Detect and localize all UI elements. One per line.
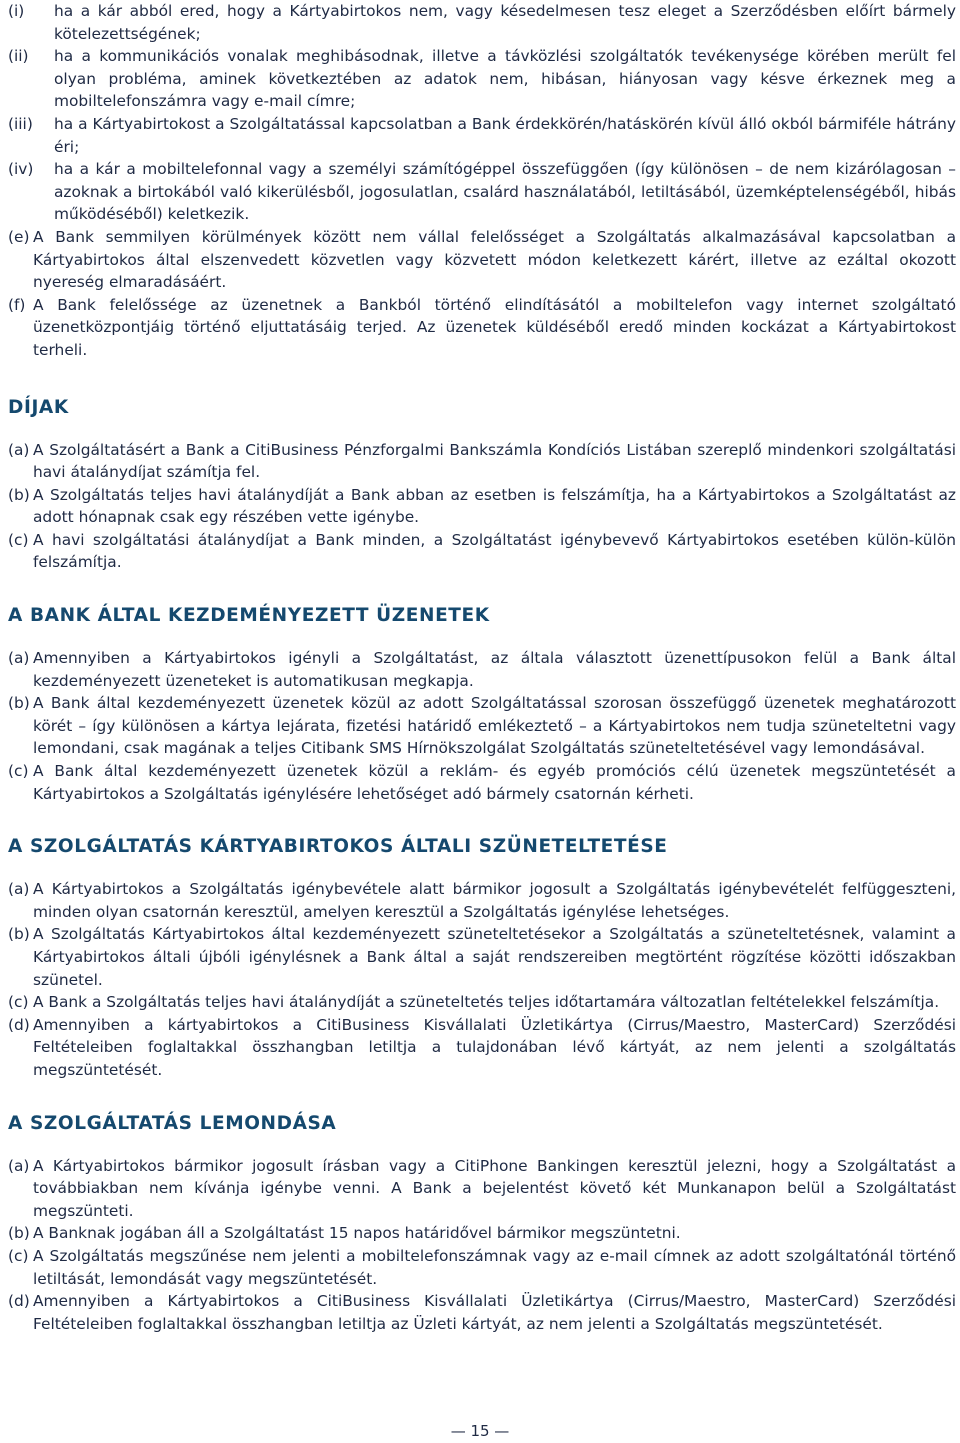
list-item: [8, 484, 956, 529]
section-title: A SZOLGÁLTATÁS KÁRTYABIRTOKOS ÁLTALI SZÜNETELTETÉSE: [8, 836, 668, 858]
item-text: A Bank által kezdeményezett üzenetek közül az adott Szolgáltatással szorosan összefüggő üzenetek meghatározott körét – így különösen a kártya lejárata, fizetési határidő emlékeztető – a Kártyabirtokos nem tudja szüneteltetni vagy lemondani, csak magának a teljes Citibank SMS Hírnökszolgálat Szolgáltatás szüneteltetésével vagy lemondásával.: [33, 694, 956, 758]
item-text: Amennyiben a Kártyabirtokos a CitiBusiness Kisvállalati Üzletikártya (Cirrus/Maestro, MasterCard) Szerződési Feltételeiben foglaltakkal összhangban letiltja az Üzleti kártyát, az nem jelenti a Szolgáltatás megszüntetését.: [33, 1292, 956, 1333]
item-text: ha a kommunikációs vonalak meghibásodnak, illetve a távközlési szolgáltatók tevékenysége körében merült fel olyan probléma, aminek következtében az adatok nem, hibásan, hiányosan vagy késve érkeznek meg a mobiltelefonszámra vagy e-mail címre;: [54, 47, 956, 111]
item-label: (c): [8, 762, 29, 781]
intro-sub-list: [8, 0, 956, 226]
list-item: [8, 692, 956, 760]
item-label: (f): [8, 295, 26, 314]
item-text: A Szolgáltatás teljes havi átalánydíját a Bank abban az esetben is felszámítja, ha a Kártyabirtokos a Szolgáltatást az adott hónapnak csak egy részében vette igénybe.: [33, 485, 956, 527]
document-page: [8, 0, 956, 1335]
item-label: (c): [8, 1246, 29, 1265]
item-text: A Szolgáltatásért a Bank a CitiBusiness Pénzforgalmi Bankszámla Kondíciós Listában szereplő mindenkori szolgáltatási havi átalánydíjat számítja fel.: [33, 440, 956, 482]
list-item: [8, 760, 956, 805]
section-title: A SZOLGÁLTATÁS LEMONDÁSA: [8, 1112, 337, 1134]
item-text: A Kártyabirtokos bármikor jogosult írásban vagy a CitiPhone Bankingen keresztül jelezni, hogy a Szolgáltatást a továbbiakban nem kívánja igénybe venni. A Bank a bejelentést követő két Munkanapon belül a Szolgáltatást megszünteti.: [33, 1156, 956, 1220]
item-text: A Bank semmilyen körülmények között nem vállal felelősséget a Szolgáltatás alkalmazásával kapcsolatban a Kártyabirtokos által elszenvedett közvetlen vagy közvetett módon keletkezett kárért, illetve az ezáltal okozott nyereség elmaradásáért.: [33, 227, 956, 292]
item-label: (e): [8, 227, 30, 246]
item-text: ha a Kártyabirtokost a Szolgáltatással kapcsolatban a Bank érdekkörén/hatáskörén kívül álló okból bármiféle hátrány éri;: [54, 114, 956, 156]
list-item: [8, 158, 956, 226]
section-title: A BANK ÁLTAL KEZDEMÉNYEZETT ÜZENETEK: [8, 605, 490, 627]
item-text: A Szolgáltatás megszűnése nem jelenti a mobiltelefonszámnak vagy az e-mail címnek az adott szolgáltatónál történő letiltását, lemondását vagy megszüntetését.: [33, 1246, 956, 1288]
item-label: (iv): [8, 160, 34, 179]
intro-main-list: [8, 226, 956, 362]
item-label: (b): [8, 694, 30, 713]
item-text: A Banknak jogában áll a Szolgáltatást 15 napos határidővel bármikor megszüntetni.: [33, 1224, 681, 1243]
item-label: (a): [8, 1156, 30, 1175]
item-text: A havi szolgáltatási átalánydíjat a Bank minden, a Szolgáltatást igénybevevő Kártyabirtokos esetében külön-külön felszámítja.: [33, 530, 956, 572]
item-text: Amennyiben a Kártyabirtokos igényli a Szolgáltatást, az általa választott üzenettípusokon felül a Bank által kezdeményezett üzeneteket is automatikusan megkapja.: [33, 649, 956, 690]
section-bank-messages: [8, 604, 956, 805]
item-label: (iii): [8, 114, 33, 133]
list-item: [8, 1222, 956, 1245]
item-label: (i): [8, 2, 25, 20]
list-item: [8, 1245, 956, 1290]
item-label: (c): [8, 993, 29, 1012]
list-item: [8, 113, 956, 158]
item-text: A Kártyabirtokos a Szolgáltatás igénybevétele alatt bármikor jogosult a Szolgáltatás igénybevételét felfüggeszteni, minden olyan csatornán keresztül, amelyen keresztül a Szolgáltatás igénylése lehetséges.: [33, 880, 956, 921]
list-item: [8, 1290, 956, 1335]
item-text: Amennyiben a kártyabirtokos a CitiBusiness Kisvállalati Üzletikártya (Cirrus/Maestro, MasterCard) Szerződési Feltételeiben foglaltakkal összhangban letiltja a tulajdonában lévő kártyát, az nem jelenti a szolgáltatás megszüntetését.: [33, 1015, 956, 1079]
item-label: (c): [8, 530, 29, 549]
item-label: (b): [8, 1224, 30, 1243]
list-item: [8, 294, 956, 362]
item-text: A Bank által kezdeményezett üzenetek közül a reklám- és egyéb promóciós célú üzenetek megszüntetését a Kártyabirtokos a Szolgáltatás igénylésére lehetőséget adó bármely csatornán kérheti.: [33, 762, 956, 803]
item-label: (b): [8, 485, 30, 504]
item-text: A Szolgáltatás Kártyabirtokos által kezdeményezett szüneteltetésekor a Szolgáltatás a szüneteltetésnek, valamint a Kártyabirtokos általi újbóli igénylésnek a Bank által a saját rendszereiben megtörtént rögzítése közötti időszakban szünetel.: [33, 925, 956, 989]
item-label: (d): [8, 1292, 30, 1311]
section-suspension: [8, 835, 956, 1081]
item-label: (a): [8, 440, 30, 459]
item-label: (a): [8, 880, 30, 899]
page-number: — 15 —: [450, 1422, 510, 1440]
item-text: A Bank felelőssége az üzenetnek a Bankból történő elindításától a mobiltelefon vagy internet szolgáltató üzenetközpontjáig történő eljuttatásáig terjed. Az üzenetek küldéséből eredő minden kockázat a Kártyabirtokost terheli.: [33, 295, 956, 359]
section-fees: [8, 396, 956, 575]
list-item: [8, 0, 956, 45]
item-text: ha a kár abból ered, hogy a Kártyabirtokos nem, vagy késedelmesen tesz eleget a Szerződésben előírt bármely kötelezettségének;: [54, 2, 956, 43]
list-item: [8, 1155, 956, 1223]
item-label: (b): [8, 925, 30, 944]
item-text: ha a kár a mobiltelefonnal vagy a személyi számítógéppel összefüggően (így különösen – de nem kizárólagosan – azoknak a birtokából való kikerülésből, jogosulatlan, csalárd használatából, letiltásából, üzemképtelenségéből, hibás működéséből) keletkezik.: [54, 160, 956, 224]
list-item: [8, 991, 956, 1014]
item-label: (d): [8, 1015, 30, 1034]
list-item: [8, 647, 956, 692]
item-label: (a): [8, 649, 30, 668]
section-cancellation: [8, 1112, 956, 1336]
list-item: [8, 529, 956, 574]
list-item: [8, 1014, 956, 1082]
item-text: A Bank a Szolgáltatás teljes havi átalánydíját a szüneteltetés teljes időtartamára változatlan feltételekkel felszámítja.: [33, 993, 940, 1012]
list-item: [8, 439, 956, 484]
list-item: [8, 923, 956, 991]
item-label: (ii): [8, 47, 29, 66]
list-item: [8, 45, 956, 113]
list-item: [8, 878, 956, 923]
list-item: [8, 226, 956, 294]
section-title: DÍJAK: [8, 396, 69, 418]
